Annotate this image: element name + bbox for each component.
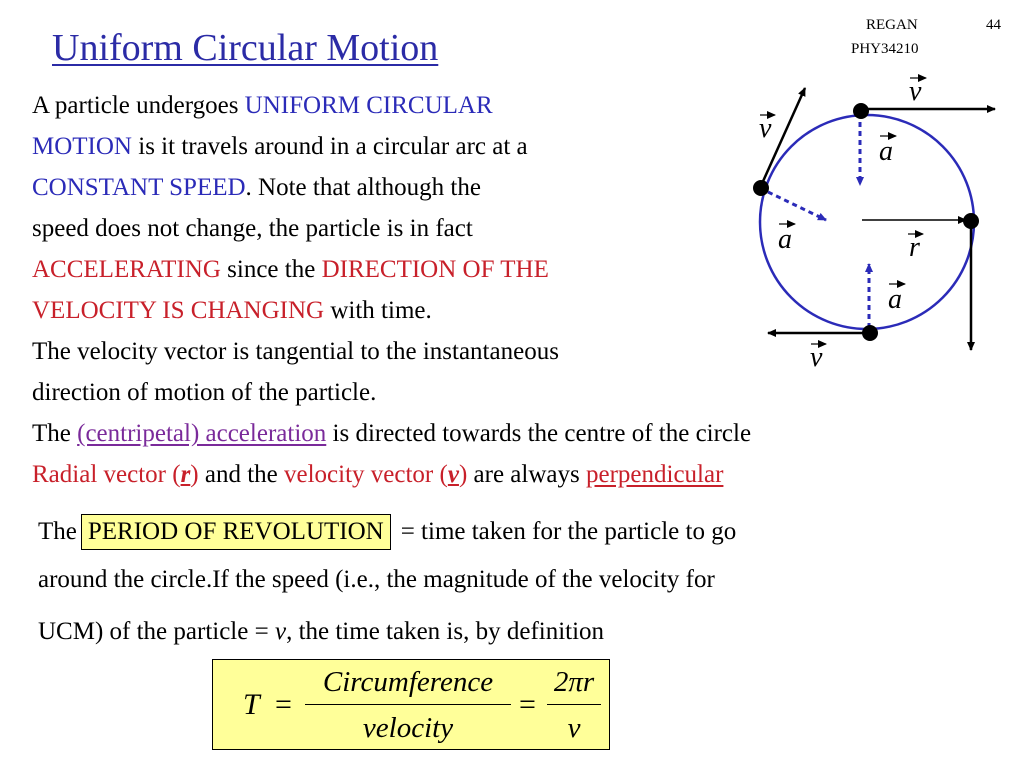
highlight-perpendicular: perpendicular xyxy=(585,461,724,488)
body-line-8: direction of motion of the particle. xyxy=(32,379,377,406)
highlight-velocity-changing: VELOCITY IS CHANGING xyxy=(32,297,325,324)
label-v-top-text: v xyxy=(909,76,922,107)
text-segment: since the xyxy=(220,256,322,283)
text-segment: = time taken for the particle to go xyxy=(400,518,737,545)
body-line-6 xyxy=(32,290,751,331)
circular-motion-diagram xyxy=(740,70,1010,380)
acceleration-arrow-left xyxy=(768,192,826,220)
page-number: 44 xyxy=(986,17,1001,33)
period-line-2: around the circle.If the speed (i.e., the magnitude of the velocity for xyxy=(38,566,715,593)
text-segment: with time. xyxy=(324,297,432,324)
link-centripetal-acceleration[interactable]: (centripetal) acceleration xyxy=(77,420,327,447)
text-segment: The xyxy=(38,518,77,545)
particle-top xyxy=(853,103,869,119)
text-segment: ) xyxy=(458,461,468,488)
label-a-top-text: a xyxy=(879,136,893,167)
label-r-text: r xyxy=(909,232,920,263)
body-line-1 xyxy=(32,85,751,126)
formula-numerator-1: Circumference xyxy=(322,666,494,698)
formula-numerator-2: 2πr xyxy=(553,666,595,698)
particle-bottom xyxy=(862,325,878,341)
radial-vector-symbol: r xyxy=(180,461,191,488)
label-a-bottom xyxy=(888,284,905,315)
speed-symbol: v xyxy=(274,618,287,645)
label-v-left-text: v xyxy=(759,113,772,144)
slide-title: Uniform Circular Motion xyxy=(52,27,439,69)
particle-left xyxy=(753,180,769,196)
fraction-bar-1 xyxy=(305,704,511,705)
label-v-top xyxy=(909,76,926,107)
label-v-bottom-text: v xyxy=(810,342,823,373)
period-formula-box xyxy=(212,659,610,750)
text-segment: are always xyxy=(467,461,586,488)
label-a-bottom-text: a xyxy=(888,284,902,315)
formula-equals-2: = xyxy=(519,688,536,721)
highlight-uniform-circular: UNIFORM CIRCULAR xyxy=(244,92,493,119)
formula-denominator-2: v xyxy=(567,712,581,744)
header-author: REGAN xyxy=(866,17,918,33)
text-segment: A particle undergoes xyxy=(32,92,245,119)
label-a-left xyxy=(778,224,795,255)
label-r xyxy=(908,232,923,263)
text-segment: Radial vector ( xyxy=(32,461,181,488)
label-a-left-text: a xyxy=(778,224,792,255)
highlight-direction: DIRECTION OF THE xyxy=(321,256,549,283)
formula-lhs: T xyxy=(243,688,260,721)
body-text xyxy=(32,85,751,495)
body-line-9 xyxy=(32,413,751,454)
header-course: PHY34210 xyxy=(851,41,919,57)
text-segment: velocity vector ( xyxy=(284,461,448,488)
body-line-3 xyxy=(32,167,751,208)
particle-right xyxy=(963,213,979,229)
highlight-motion: MOTION xyxy=(32,133,132,160)
text-segment: The xyxy=(32,420,78,447)
text-segment: , the time taken is, by definition xyxy=(286,618,605,645)
text-segment: and the xyxy=(198,461,285,488)
fraction-bar-2 xyxy=(547,704,601,705)
body-line-7: The velocity vector is tangential to the instantaneous xyxy=(32,338,559,365)
label-v-bottom xyxy=(810,342,826,373)
body-line-10 xyxy=(32,454,751,495)
formula-denominator-1: velocity xyxy=(362,712,454,744)
formula-equals-1: = xyxy=(275,688,292,721)
period-line-3 xyxy=(38,618,604,646)
circle-path xyxy=(760,115,974,329)
body-line-2 xyxy=(32,126,751,167)
highlight-accelerating: ACCELERATING xyxy=(32,256,221,283)
body-line-4: speed does not change, the particle is in fact xyxy=(32,215,473,242)
velocity-vector-symbol: v xyxy=(447,461,459,488)
text-segment: is it travels around in a circular arc at a xyxy=(132,133,528,160)
period-of-revolution-box: PERIOD OF REVOLUTION xyxy=(81,514,391,550)
label-v-left xyxy=(759,113,775,144)
text-segment: is directed towards the centre of the circle xyxy=(326,420,752,447)
label-a-top xyxy=(879,136,896,167)
text-segment: UCM) of the particle = xyxy=(38,618,275,645)
period-line-1 xyxy=(38,514,736,550)
highlight-constant-speed: CONSTANT SPEED xyxy=(32,174,246,201)
body-line-5 xyxy=(32,249,751,290)
text-segment: . Note that although the xyxy=(245,174,481,201)
text-segment: ) xyxy=(190,461,199,488)
